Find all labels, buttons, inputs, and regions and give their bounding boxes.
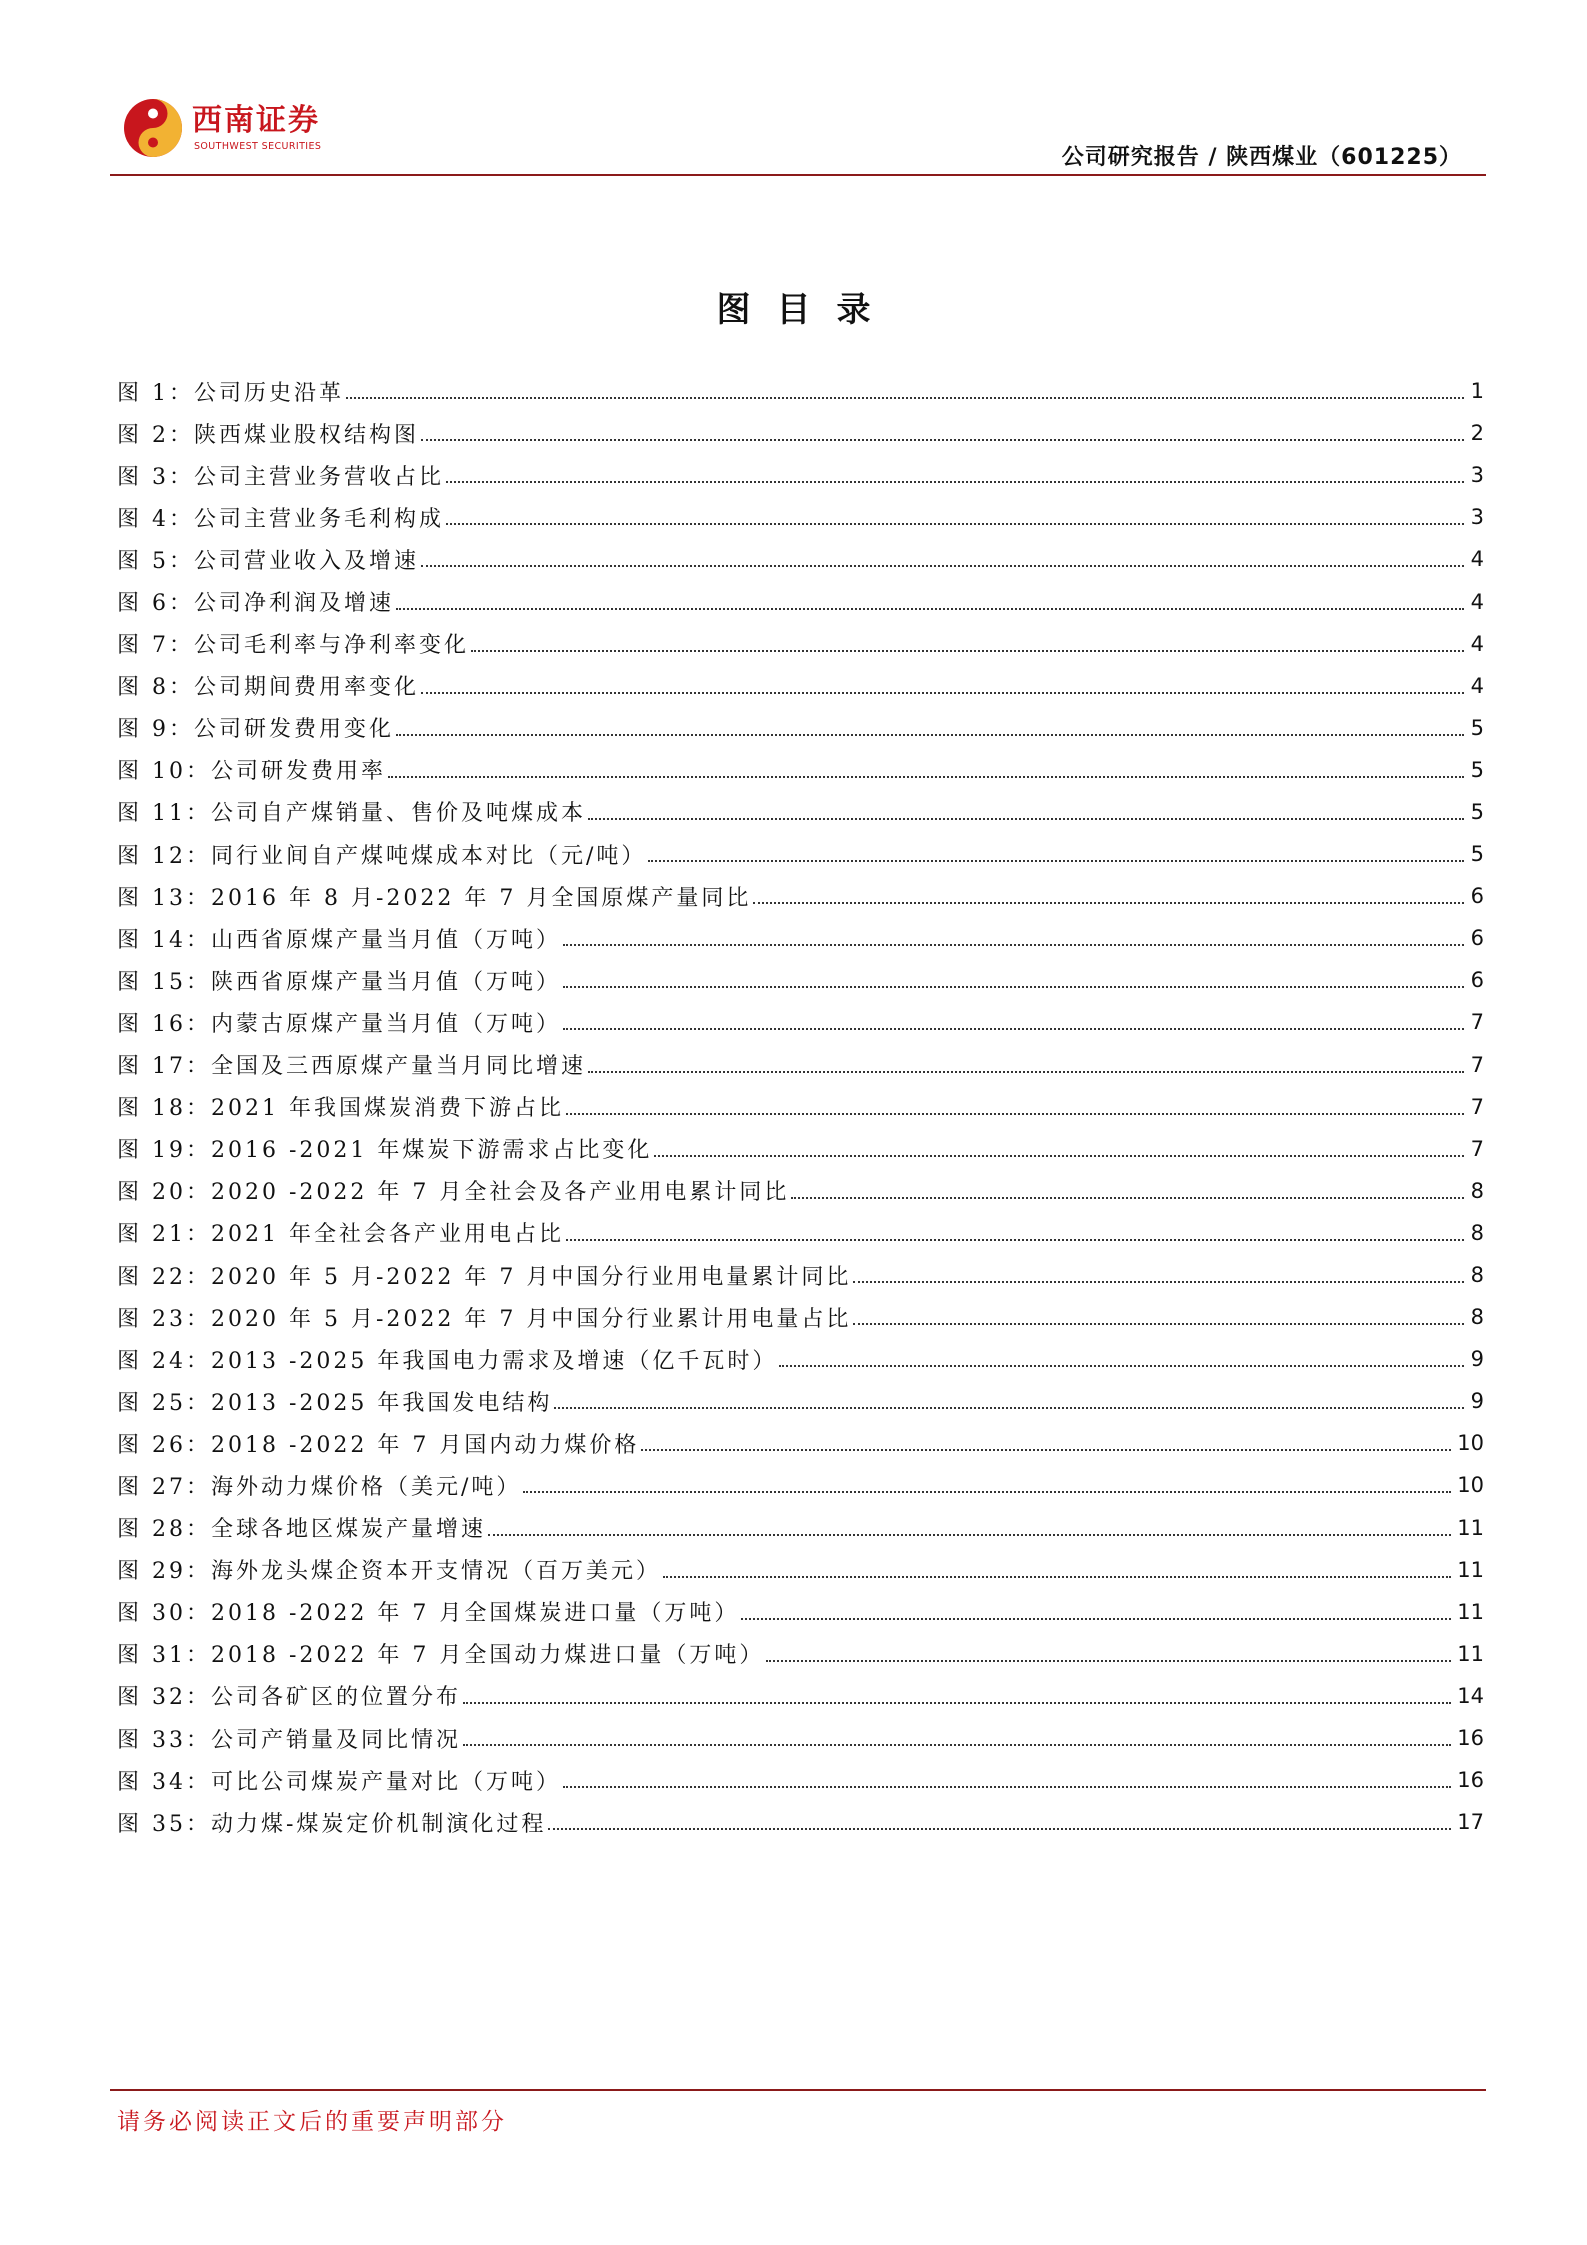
- toc-entry[interactable]: [117, 370, 1484, 412]
- toc-entry[interactable]: [117, 538, 1484, 580]
- toc-dot-leader: [563, 944, 1464, 946]
- toc-dot-leader: [779, 1365, 1464, 1367]
- toc-entry-page: 6: [1470, 884, 1484, 909]
- toc-entry[interactable]: [117, 1254, 1484, 1296]
- toc-entry-label: 图 9：公司研发费用变化: [117, 717, 394, 743]
- toc-dot-leader: [648, 860, 1464, 862]
- toc-entry-page: 5: [1470, 842, 1484, 867]
- toc-entry-page: 8: [1470, 1305, 1484, 1330]
- toc-entry-page: 9: [1470, 1347, 1484, 1372]
- toc-entry-label: 图 29：海外龙头煤企资本开支情况（百万美元）: [117, 1559, 661, 1585]
- toc-entry[interactable]: [117, 791, 1484, 833]
- toc-entry-label: 图 25：2013 -2025 年我国发电结构: [117, 1390, 553, 1416]
- toc-dot-leader: [654, 1155, 1464, 1157]
- toc-entry[interactable]: [117, 749, 1484, 791]
- toc-entry-page: 11: [1457, 1557, 1484, 1582]
- toc-dot-leader: [388, 776, 1464, 778]
- toc-entry-page: 5: [1470, 715, 1484, 740]
- toc-entry-page: 6: [1470, 968, 1484, 993]
- toc-entry[interactable]: [117, 875, 1484, 917]
- toc-entry-page: 11: [1457, 1599, 1484, 1624]
- toc-entry-label: 图 32：公司各矿区的位置分布: [117, 1685, 461, 1711]
- toc-dot-leader: [463, 1744, 1451, 1746]
- toc-entry-page: 7: [1470, 1136, 1484, 1161]
- toc-entry-label: 图 2：陕西煤业股权结构图: [117, 422, 419, 448]
- toc-entry-label: 图 13：2016 年 8 月-2022 年 7 月全国原煤产量同比: [117, 885, 752, 911]
- toc-entry-page: 16: [1457, 1726, 1484, 1751]
- toc-entry-page: 4: [1470, 631, 1484, 656]
- toc-entry-label: 图 7：公司毛利率与净利率变化: [117, 633, 469, 659]
- toc-entry[interactable]: [117, 1464, 1484, 1506]
- toc-entry[interactable]: [117, 1380, 1484, 1422]
- toc-entry-label: 图 17：全国及三西原煤产量当月同比增速: [117, 1054, 586, 1080]
- toc-entry[interactable]: [117, 665, 1484, 707]
- toc-entry-page: 8: [1470, 1178, 1484, 1203]
- toc-dot-leader: [766, 1660, 1451, 1662]
- toc-dot-leader: [554, 1407, 1464, 1409]
- toc-entry-page: 3: [1470, 463, 1484, 488]
- toc-entry[interactable]: [117, 1591, 1484, 1633]
- toc-entry[interactable]: [117, 1717, 1484, 1759]
- toc-entry-label: 图 1：公司历史沿革: [117, 380, 344, 406]
- toc-entry-page: 2: [1470, 421, 1484, 446]
- toc-entry-page: 6: [1470, 926, 1484, 951]
- toc-entry-label: 图 3：公司主营业务营收占比: [117, 464, 444, 490]
- toc-entry-page: 11: [1457, 1641, 1484, 1666]
- toc-entry-label: 图 14：山西省原煤产量当月值（万吨）: [117, 927, 561, 953]
- toc-entry-page: 16: [1457, 1768, 1484, 1793]
- toc-entry[interactable]: [117, 580, 1484, 622]
- toc-entry-page: 10: [1457, 1431, 1484, 1456]
- toc-entry[interactable]: [117, 1128, 1484, 1170]
- page-header: [110, 95, 1486, 180]
- toc-dot-leader: [566, 1239, 1464, 1241]
- toc-dot-leader: [791, 1197, 1464, 1199]
- toc-dot-leader: [488, 1534, 1451, 1536]
- toc-entry-label: 图 18：2021 年我国煤炭消费下游占比: [117, 1096, 564, 1122]
- toc-entry-label: 图 35：动力煤-煤炭定价机制演化过程: [117, 1811, 547, 1837]
- toc-entry-page: 3: [1470, 505, 1484, 530]
- toc-entry-page: 11: [1457, 1515, 1484, 1540]
- toc-dot-leader: [566, 1113, 1464, 1115]
- toc-entry-label: 图 26：2018 -2022 年 7 月国内动力煤价格: [117, 1432, 640, 1458]
- toc-entry-label: 图 11：公司自产煤销量、售价及吨煤成本: [117, 801, 586, 827]
- toc-entry[interactable]: [117, 1338, 1484, 1380]
- toc-entry[interactable]: [117, 707, 1484, 749]
- toc-entry-label: 图 5：公司营业收入及增速: [117, 548, 419, 574]
- toc-entry-page: 4: [1470, 673, 1484, 698]
- toc-entry-label: 图 8：公司期间费用率变化: [117, 675, 419, 701]
- toc-entry-page: 4: [1470, 589, 1484, 614]
- toc-dot-leader: [346, 397, 1464, 399]
- toc-dot-leader: [421, 565, 1464, 567]
- toc-entry[interactable]: [117, 412, 1484, 454]
- toc-entry-page: 7: [1470, 1052, 1484, 1077]
- toc-entry-page: 17: [1457, 1810, 1484, 1835]
- header-divider: [110, 174, 1486, 176]
- toc-dot-leader: [446, 523, 1464, 525]
- toc-entry[interactable]: [117, 959, 1484, 1001]
- toc-entry[interactable]: [117, 1507, 1484, 1549]
- toc-entry[interactable]: [117, 1422, 1484, 1464]
- toc-entry-label: 图 4：公司主营业务毛利构成: [117, 506, 444, 532]
- toc-entry[interactable]: [117, 1549, 1484, 1591]
- toc-entry-label: 图 30：2018 -2022 年 7 月全国煤炭进口量（万吨）: [117, 1601, 740, 1627]
- toc-entry[interactable]: [117, 1001, 1484, 1043]
- toc-entry-label: 图 23：2020 年 5 月-2022 年 7 月中国分行业累计用电量占比: [117, 1306, 852, 1332]
- footer-divider: [110, 2089, 1486, 2091]
- toc-entry-label: 图 19：2016 -2021 年煤炭下游需求占比变化: [117, 1138, 653, 1164]
- toc-dot-leader: [853, 1281, 1464, 1283]
- toc-entry-page: 4: [1470, 547, 1484, 572]
- toc-entry-label: 图 22：2020 年 5 月-2022 年 7 月中国分行业用电量累计同比: [117, 1264, 852, 1290]
- toc-entry[interactable]: [117, 833, 1484, 875]
- footer-disclaimer: 请务必阅读正文后的重要声明部分: [117, 2109, 507, 2135]
- toc-dot-leader: [741, 1618, 1451, 1620]
- brand-name-en: SOUTHWEST SECURITIES: [194, 141, 322, 152]
- toc-entry-label: 图 33：公司产销量及同比情况: [117, 1727, 461, 1753]
- toc-entry-label: 图 21：2021 年全社会各产业用电占比: [117, 1222, 564, 1248]
- toc-entry-label: 图 20：2020 -2022 年 7 月全社会及各产业用电累计同比: [117, 1180, 790, 1206]
- toc-entry[interactable]: [117, 1675, 1484, 1717]
- toc-entry-label: 图 27：海外动力煤价格（美元/吨）: [117, 1474, 522, 1500]
- toc-entry-page: 9: [1470, 1389, 1484, 1414]
- toc-dot-leader: [588, 1071, 1464, 1073]
- figure-list: [117, 370, 1484, 1843]
- toc-entry[interactable]: [117, 496, 1484, 538]
- toc-entry-page: 10: [1457, 1473, 1484, 1498]
- toc-entry[interactable]: [117, 623, 1484, 665]
- toc-entry-page: 7: [1470, 1010, 1484, 1035]
- toc-entry[interactable]: [117, 917, 1484, 959]
- toc-dot-leader: [753, 902, 1464, 904]
- toc-entry-page: 5: [1470, 757, 1484, 782]
- toc-title: 图目录: [716, 290, 897, 330]
- toc-dot-leader: [563, 1786, 1451, 1788]
- toc-entry-label: 图 15：陕西省原煤产量当月值（万吨）: [117, 969, 561, 995]
- toc-entry-page: 1: [1470, 379, 1484, 404]
- toc-dot-leader: [396, 608, 1464, 610]
- toc-entry[interactable]: [117, 1801, 1484, 1843]
- toc-dot-leader: [641, 1449, 1451, 1451]
- toc-dot-leader: [421, 439, 1464, 441]
- toc-entry[interactable]: [117, 454, 1484, 496]
- toc-entry[interactable]: [117, 1170, 1484, 1212]
- toc-dot-leader: [563, 986, 1464, 988]
- toc-dot-leader: [421, 692, 1464, 694]
- toc-dot-leader: [563, 1028, 1464, 1030]
- toc-entry-label: 图 24：2013 -2025 年我国电力需求及增速（亿千瓦时）: [117, 1348, 778, 1374]
- toc-entry-label: 图 10：公司研发费用率: [117, 759, 386, 785]
- toc-dot-leader: [446, 481, 1464, 483]
- toc-dot-leader: [396, 734, 1464, 736]
- report-title: 公司研究报告 / 陕西煤业（601225）: [1061, 145, 1462, 170]
- toc-dot-leader: [471, 650, 1464, 652]
- toc-dot-leader: [853, 1323, 1464, 1325]
- toc-entry[interactable]: [117, 1296, 1484, 1338]
- toc-entry-label: 图 16：内蒙古原煤产量当月值（万吨）: [117, 1011, 561, 1037]
- toc-entry-label: 图 6：公司净利润及增速: [117, 591, 394, 617]
- toc-entry-page: 14: [1457, 1683, 1484, 1708]
- toc-entry-page: 8: [1470, 1220, 1484, 1245]
- toc-entry[interactable]: [117, 1633, 1484, 1675]
- brand-name-cn: 西南证券: [192, 103, 320, 138]
- toc-entry[interactable]: [117, 1212, 1484, 1254]
- toc-dot-leader: [663, 1576, 1451, 1578]
- brand-logo: [122, 95, 422, 165]
- toc-dot-leader: [523, 1491, 1451, 1493]
- toc-entry-label: 图 12：同行业间自产煤吨煤成本对比（元/吨）: [117, 843, 647, 869]
- toc-entry-page: 7: [1470, 1094, 1484, 1119]
- toc-dot-leader: [463, 1702, 1451, 1704]
- toc-entry-label: 图 28：全球各地区煤炭产量增速: [117, 1517, 486, 1543]
- toc-entry-page: 5: [1470, 799, 1484, 824]
- toc-entry-page: 8: [1470, 1263, 1484, 1288]
- toc-entry[interactable]: [117, 1044, 1484, 1086]
- brand-logo-icon: [122, 97, 184, 159]
- toc-entry-label: 图 34：可比公司煤炭产量对比（万吨）: [117, 1769, 561, 1795]
- toc-dot-leader: [548, 1828, 1451, 1830]
- toc-dot-leader: [588, 818, 1464, 820]
- toc-entry[interactable]: [117, 1086, 1484, 1128]
- toc-entry[interactable]: [117, 1759, 1484, 1801]
- toc-entry-label: 图 31：2018 -2022 年 7 月全国动力煤进口量（万吨）: [117, 1643, 765, 1669]
